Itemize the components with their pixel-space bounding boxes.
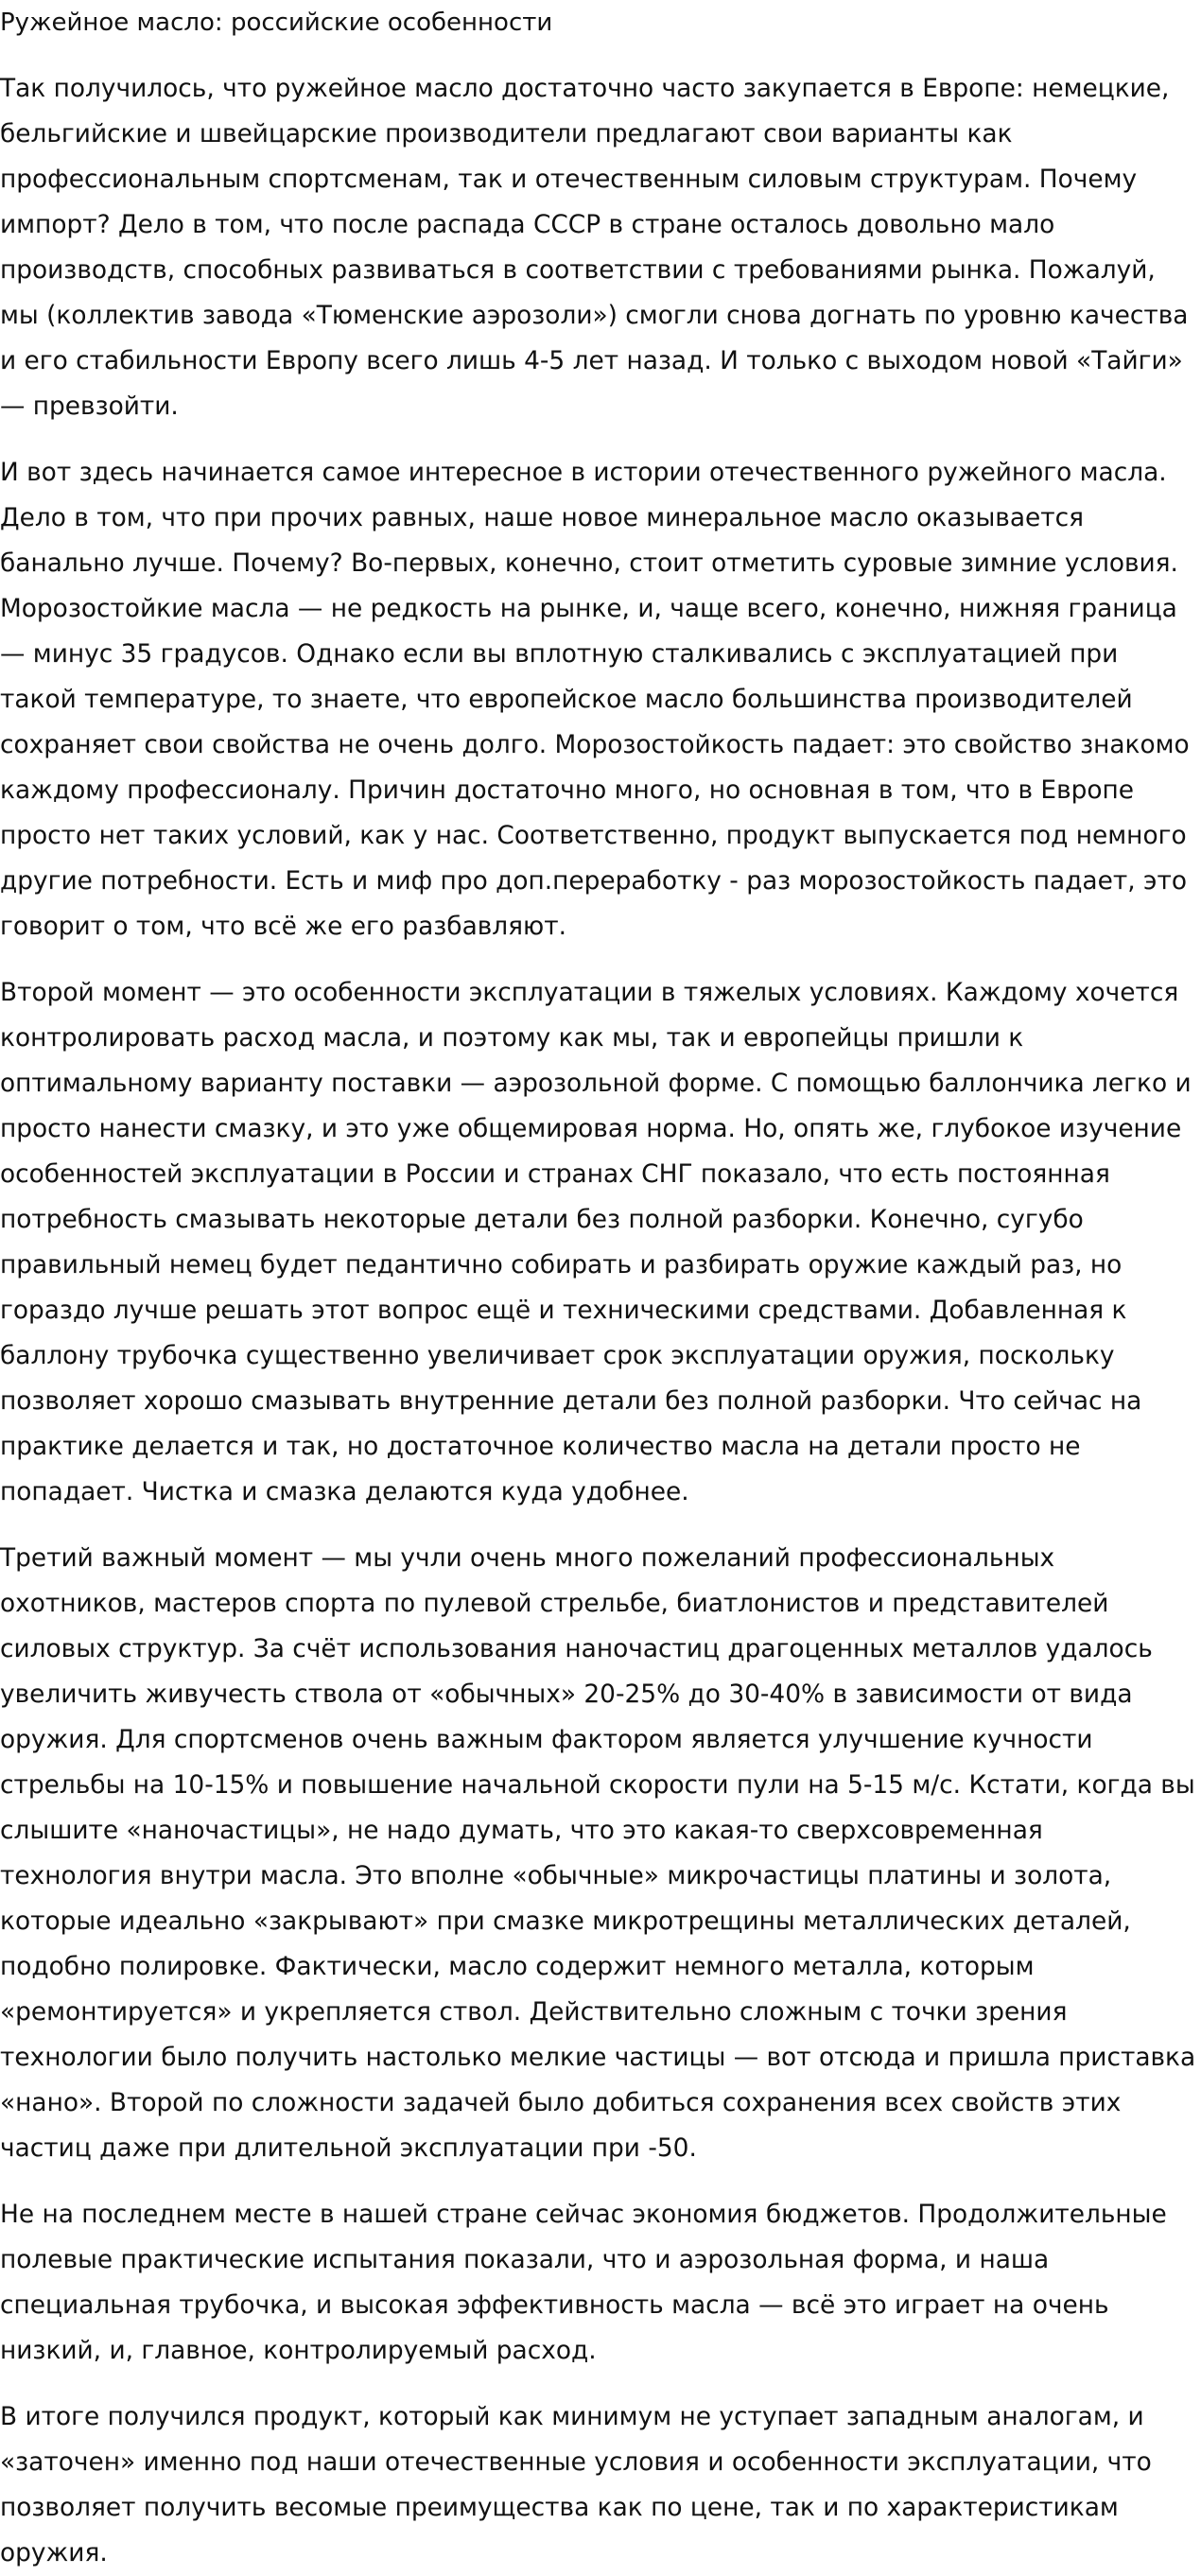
- article-paragraph-1: Так получилось, что ружейное масло достаточно часто закупается в Европе: немецкие, бельгийские и швейцарские производители предлагают свои варианты как профессиональным спортсменам, так и отечественным силовым структурам. Почему импорт? Дело в том, что после распада СССР в стране осталось довольно мало производств, способных развиваться в соответствии с требованиями рынка. Пожалуй, мы (коллектив завода «Тюменские аэрозоли») смогли снова догнать по уровню качества и его стабильности Европу всего лишь 4-5 лет назад. И только с выходом новой «Тайги» — превзойти.: [0, 74, 1189, 421]
- article-title: Ружейное масло: российские особенности: [0, 9, 553, 37]
- article-paragraph-4: Третий важный момент — мы учли очень много пожеланий профессиональных охотников, мастеров спорта по пулевой стрельбе, биатлонистов и представителей силовых структур. За счёт использования наночастиц драгоценных металлов удалось увеличить живучесть ствола от «обычных» 20-25% до 30-40% в зависимости от вида оружия. Для спортсменов очень важным фактором является улучшение кучности стрельбы на 10-15% и повышение начальной скорости пули на 5-15 м/с. Кстати, когда вы слышите «наночастицы», не надо думать, что это какая-то сверхсовременная технология внутри масла. Это вполне «обычные» микрочастицы платины и золота, которые идеально «закрывают» при смазке микротрещины металлических деталей, подобно полировке. Фактически, масло содержит немного металла, которым «ремонтируется» и укрепляется ствол. Действительно сложным с точки зрения технологии было получить настолько мелкие частицы — вот отсюда и пришла приставка «нано». Второй по сложности задачей было добиться сохранения всех свойств этих частиц даже при длительной эксплуатации при -50.: [0, 1543, 1196, 2163]
- article-paragraph-5: Не на последнем месте в нашей стране сейчас экономия бюджетов. Продолжительные полевые практические испытания показали, что и аэрозольная форма, и наша специальная трубочка, и высокая эффективность масла — всё это играет на очень низкий, и, главное, контролируемый расход.: [0, 2200, 1167, 2365]
- article-paragraph-3: Второй момент — это особенности эксплуатации в тяжелых условиях. Каждому хочется контролировать расход масла, и поэтому как мы, так и европейцы пришли к оптимальному варианту поставки — аэрозольной форме. С помощью баллончика легко и просто нанести смазку, и это уже общемировая норма. Но, опять же, глубокое изучение особенностей эксплуатации в России и странах СНГ показало, что есть постоянная потребность смазывать некоторые детали без полной разборки. Конечно, сугубо правильный немец будет педантично собирать и разбирать оружие каждый раз, но гораздо лучше решать этот вопрос ещё и техническими средствами. Добавленная к баллону трубочка существенно увеличивает срок эксплуатации оружия, поскольку позволяет хорошо смазывать внутренние детали без полной разборки. Что сейчас на практике делается и так, но достаточное количество масла на детали просто не попадает. Чистка и смазка делаются куда удобнее.: [0, 978, 1192, 1506]
- article-paragraph-2: И вот здесь начинается самое интересное в истории отечественного ружейного масла. Дело в том, что при прочих равных, наше новое минеральное масло оказывается банально лучше. Почему? Во-первых, конечно, стоит отметить суровые зимние условия. Морозостойкие масла — не редкость на рынке, и, чаще всего, конечно, нижняя граница — минус 35 градусов. Однако если вы вплотную сталкивались с эксплуатацией при такой температуре, то знаете, что европейское масло большинства производителей сохраняет свои свойства не очень долго. Морозостойкость падает: это свойство знакомо каждому профессионалу. Причин достаточно много, но основная в том, что в Европе просто нет таких условий, как у нас. Соответственно, продукт выпускается под немного другие потребности. Есть и миф про доп.переработку - раз морозостойкость падает, это говорит о том, что всё же его разбавляют.: [0, 458, 1190, 941]
- article-paragraph-6: В итоге получился продукт, который как минимум не уступает западным аналогам, и «заточен» именно под наши отечественные условия и особенности эксплуатации, что позволяет получить весомые преимущества как по цене, так и по характеристикам оружия.: [0, 2402, 1152, 2567]
